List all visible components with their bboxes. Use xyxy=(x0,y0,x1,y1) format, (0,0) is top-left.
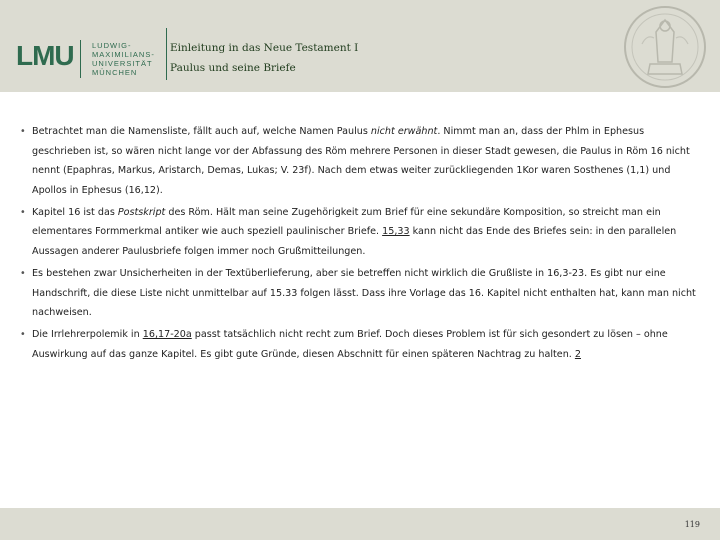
bullet-icon: • xyxy=(20,206,26,218)
logo-mark: LMU xyxy=(16,40,74,71)
emphasis-text: nicht erwähnt xyxy=(370,126,438,137)
body-text: kann nicht das Ende des Briefes sein: in den parallelen Aussagen anderer Paulusbriefe folgen immer noch Grußmitteilungen. xyxy=(32,226,677,258)
slide-title-line-1: Einleitung in das Neue Testament I xyxy=(170,42,359,54)
slide-title-line-2: Paulus und seine Briefe xyxy=(170,62,296,74)
reference-link[interactable]: 15,33 xyxy=(382,226,410,238)
bullet-item xyxy=(20,122,700,200)
slide-body xyxy=(20,122,700,367)
body-text: Kapitel 16 ist das xyxy=(32,206,118,218)
university-seal-icon xyxy=(622,4,708,90)
title-divider xyxy=(166,28,167,80)
header-bar xyxy=(0,0,720,92)
page-number: 119 xyxy=(684,520,700,529)
logo-divider xyxy=(80,40,81,78)
bullet-item xyxy=(20,325,700,364)
body-text: des Röm. Hält man seine Zugehörigkeit zum Brief für eine sekundäre Komposition, so streicht man ein elementares Formmerkmal antiker wie auch speziell paulinischer Briefe. xyxy=(32,206,661,238)
reference-link[interactable]: 16,17-20a xyxy=(142,329,192,341)
reference-link[interactable]: 2 xyxy=(574,349,581,361)
slide-title xyxy=(170,38,358,78)
bullet-icon: • xyxy=(20,126,26,137)
logo-line: MÜNCHEN xyxy=(92,68,138,77)
bullet-icon: • xyxy=(20,329,26,341)
bullet-icon: • xyxy=(20,268,26,280)
footer-bar xyxy=(0,508,720,540)
logo-line: LUDWIG- xyxy=(92,41,132,50)
bullet-item xyxy=(20,203,700,262)
body-text: Die Irrlehrerpolemik in xyxy=(32,329,143,341)
logo-wordmark xyxy=(92,41,155,77)
bullet-item xyxy=(20,264,700,323)
body-text: passt tatsächlich nicht recht zum Brief. Doch dieses Problem ist für sich gesondert zu lösen – ohne Auswirkung auf das ganze Kapitel. Es gibt gute Gründe, diesen Abschnitt für einen späteren Nachtrag zu halten. xyxy=(32,329,668,361)
emphasis-text: Postskript xyxy=(117,206,166,218)
body-text: Betrachtet man die Namensliste, fällt auch auf, welche Namen Paulus xyxy=(32,126,371,137)
logo-line: UNIVERSITÄT xyxy=(92,59,153,68)
body-text: Es bestehen zwar Unsicherheiten in der Textüberlieferung, aber sie betreffen nicht wirklich die Grußliste in 16,3-23. Es gibt nur eine Handschrift, die diese Liste nicht unmittelbar auf 15.33 folgen lässt. Dass ihre Vorlage das 16. Kapitel nicht enthalten hat, kann man nicht nachweisen. xyxy=(32,268,696,319)
logo-line: MAXIMILIANS- xyxy=(92,50,155,59)
body-text: . Nimmt man an, dass der Phlm in Ephesus geschrieben ist, so wären nicht lange vor der Abfassung des Röm mehrere Personen in dieser Stadt gewesen, die Paulus in Röm 16 nicht nennt (Epaphras, Markus, Aristarch, Demas, Lukas; V. 23f). Nach dem etwas weiter zurückliegenden 1Kor waren Sosthenes (1,1) und Apollos in Ephesus (16,12). xyxy=(32,126,690,196)
